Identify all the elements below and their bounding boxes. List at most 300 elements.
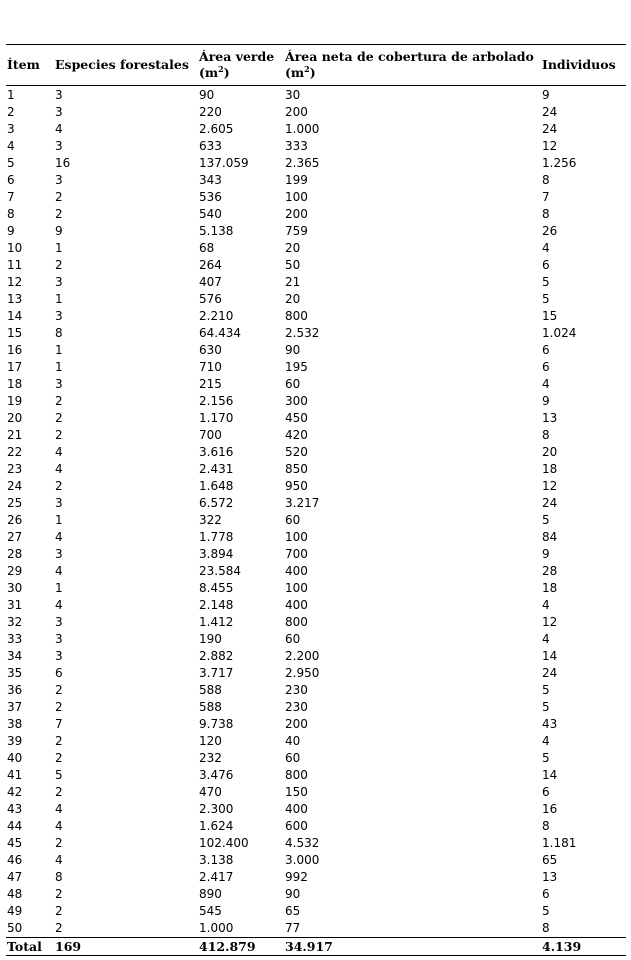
- cell-individuals: 8: [542, 173, 550, 187]
- table-body: [6, 86, 626, 938]
- cell-species: 2: [55, 190, 63, 204]
- table-row: [6, 920, 626, 938]
- cell-individuals: 6: [542, 360, 550, 374]
- cell-item: 10: [7, 241, 23, 255]
- cell-item: 36: [7, 683, 23, 697]
- cell-individuals: 4: [542, 734, 550, 748]
- cell-species: 2: [55, 887, 63, 901]
- cell-species: 3: [55, 377, 63, 391]
- table-row: [6, 155, 626, 172]
- header-species: Especies forestales: [54, 45, 198, 86]
- cell-species: 2: [55, 207, 63, 221]
- cell-item: 9: [7, 224, 15, 238]
- cell-green-area: 137.059: [199, 156, 249, 170]
- cell-species: 4: [55, 819, 63, 833]
- cell-green-area: 2.417: [199, 870, 234, 884]
- cell-green-area: 536: [199, 190, 222, 204]
- totals-label: Total: [6, 938, 54, 956]
- cell-species: 3: [55, 173, 63, 187]
- cell-item: 46: [7, 853, 23, 867]
- cell-item: 12: [7, 275, 23, 289]
- table-row: [6, 342, 626, 359]
- cell-net-area: 3.217: [285, 496, 320, 510]
- cell-individuals: 14: [542, 649, 558, 663]
- table-row: [6, 818, 626, 835]
- cell-green-area: 102.400: [199, 836, 249, 850]
- cell-individuals: 6: [542, 887, 550, 901]
- cell-green-area: 322: [199, 513, 222, 527]
- cell-green-area: 5.138: [199, 224, 234, 238]
- table-row: [6, 784, 626, 801]
- table-row: [6, 529, 626, 546]
- cell-species: 3: [55, 649, 63, 663]
- header-item: Ítem: [6, 45, 54, 86]
- cell-individuals: 13: [542, 870, 558, 884]
- table-row: [6, 274, 626, 291]
- table-row: [6, 206, 626, 223]
- cell-net-area: 50: [285, 258, 301, 272]
- cell-net-area: 21: [285, 275, 301, 289]
- cell-net-area: 800: [285, 309, 308, 323]
- cell-item: 6: [7, 173, 15, 187]
- cell-net-area: 400: [285, 598, 308, 612]
- cell-species: 2: [55, 479, 63, 493]
- cell-item: 35: [7, 666, 23, 680]
- cell-green-area: 1.624: [199, 819, 234, 833]
- cell-green-area: 3.138: [199, 853, 234, 867]
- cell-green-area: 588: [199, 700, 222, 714]
- header-net-area: Área neta de cobertura de arbolado $(m^2)$: [284, 45, 541, 86]
- table-row: [6, 852, 626, 869]
- cell-individuals: 28: [542, 564, 558, 578]
- cell-item: 33: [7, 632, 23, 646]
- table-row: [6, 597, 626, 614]
- cell-green-area: 3.717: [199, 666, 234, 680]
- cell-green-area: 545: [199, 904, 222, 918]
- cell-item: 2: [7, 105, 15, 119]
- cell-individuals: 4: [542, 377, 550, 391]
- cell-individuals: 1.024: [542, 326, 577, 340]
- cell-individuals: 6: [542, 785, 550, 799]
- cell-species: 4: [55, 802, 63, 816]
- cell-item: 18: [7, 377, 23, 391]
- cell-individuals: 9: [542, 547, 550, 561]
- cell-species: 1: [55, 513, 63, 527]
- cell-green-area: 64.434: [199, 326, 241, 340]
- cell-green-area: 2.605: [199, 122, 234, 136]
- cell-individuals: 9: [542, 394, 550, 408]
- cell-individuals: 24: [542, 496, 558, 510]
- cell-green-area: 1.170: [199, 411, 234, 425]
- cell-item: 48: [7, 887, 23, 901]
- cell-net-area: 195: [285, 360, 308, 374]
- cell-individuals: 5: [542, 683, 550, 697]
- cell-individuals: 12: [542, 139, 558, 153]
- cell-individuals: 8: [542, 921, 550, 935]
- cell-green-area: 470: [199, 785, 222, 799]
- cell-individuals: 14: [542, 768, 558, 782]
- cell-individuals: 84: [542, 530, 558, 544]
- cell-green-area: 264: [199, 258, 222, 272]
- table-row: [6, 86, 626, 105]
- cell-green-area: 1.648: [199, 479, 234, 493]
- cell-green-area: 540: [199, 207, 222, 221]
- cell-individuals: 9: [542, 88, 550, 102]
- cell-item: 40: [7, 751, 23, 765]
- cell-item: 25: [7, 496, 23, 510]
- table-row: [6, 427, 626, 444]
- table-row: [6, 614, 626, 631]
- table-row: [6, 512, 626, 529]
- cell-species: 4: [55, 530, 63, 544]
- cell-species: 2: [55, 734, 63, 748]
- table-header-row: [6, 45, 626, 86]
- cell-item: 39: [7, 734, 23, 748]
- cell-species: 16: [55, 156, 71, 170]
- cell-species: 3: [55, 309, 63, 323]
- cell-species: 2: [55, 751, 63, 765]
- cell-species: 1: [55, 581, 63, 595]
- cell-individuals: 6: [542, 258, 550, 272]
- table-row: [6, 291, 626, 308]
- cell-species: 3: [55, 139, 63, 153]
- cell-individuals: 5: [542, 751, 550, 765]
- cell-species: 2: [55, 836, 63, 850]
- cell-net-area: 992: [285, 870, 308, 884]
- cell-species: 1: [55, 343, 63, 357]
- cell-species: 3: [55, 615, 63, 629]
- cell-green-area: 407: [199, 275, 222, 289]
- table-row: [6, 903, 626, 920]
- table-row: [6, 240, 626, 257]
- cell-net-area: 800: [285, 615, 308, 629]
- cell-item: 1: [7, 88, 15, 102]
- cell-green-area: 232: [199, 751, 222, 765]
- cell-net-area: 230: [285, 683, 308, 697]
- cell-individuals: 12: [542, 479, 558, 493]
- table-row: [6, 546, 626, 563]
- cell-net-area: 300: [285, 394, 308, 408]
- table-row: [6, 767, 626, 784]
- cell-green-area: 215: [199, 377, 222, 391]
- cell-green-area: 3.616: [199, 445, 234, 459]
- cell-species: 3: [55, 496, 63, 510]
- cell-net-area: 3.000: [285, 853, 320, 867]
- header-individuals: Individuos: [541, 45, 626, 86]
- cell-species: 4: [55, 564, 63, 578]
- header-green-area: Área verde $(m^2)$: [198, 45, 284, 86]
- cell-net-area: 333: [285, 139, 308, 153]
- cell-item: 17: [7, 360, 23, 374]
- cell-species: 7: [55, 717, 63, 731]
- cell-net-area: 60: [285, 632, 301, 646]
- cell-item: 8: [7, 207, 15, 221]
- cell-green-area: 1.000: [199, 921, 234, 935]
- cell-species: 2: [55, 785, 63, 799]
- cell-net-area: 2.532: [285, 326, 320, 340]
- cell-species: 4: [55, 445, 63, 459]
- cell-species: 3: [55, 275, 63, 289]
- cell-species: 6: [55, 666, 63, 680]
- table-row: [6, 138, 626, 155]
- cell-species: 4: [55, 462, 63, 476]
- cell-individuals: 12: [542, 615, 558, 629]
- cell-item: 31: [7, 598, 23, 612]
- cell-green-area: 3.894: [199, 547, 234, 561]
- cell-item: 43: [7, 802, 23, 816]
- cell-individuals: 43: [542, 717, 558, 731]
- table-row: [6, 410, 626, 427]
- cell-green-area: 343: [199, 173, 222, 187]
- table-row: [6, 631, 626, 648]
- cell-net-area: 200: [285, 207, 308, 221]
- cell-species: 2: [55, 683, 63, 697]
- cell-item: 5: [7, 156, 15, 170]
- table-row: [6, 580, 626, 597]
- table-row: [6, 444, 626, 461]
- cell-net-area: 2.950: [285, 666, 320, 680]
- cell-green-area: 2.156: [199, 394, 234, 408]
- cell-net-area: 200: [285, 105, 308, 119]
- forest-species-table: [6, 44, 626, 956]
- cell-net-area: 2.200: [285, 649, 320, 663]
- cell-green-area: 90: [199, 88, 215, 102]
- cell-item: 4: [7, 139, 15, 153]
- cell-individuals: 1.256: [542, 156, 577, 170]
- cell-individuals: 13: [542, 411, 558, 425]
- cell-item: 26: [7, 513, 23, 527]
- cell-individuals: 26: [542, 224, 558, 238]
- table-row: [6, 750, 626, 767]
- cell-species: 1: [55, 292, 63, 306]
- cell-net-area: 600: [285, 819, 308, 833]
- table-row: [6, 733, 626, 750]
- cell-species: 8: [55, 870, 63, 884]
- table-row: [6, 801, 626, 818]
- cell-net-area: 100: [285, 190, 308, 204]
- cell-net-area: 759: [285, 224, 308, 238]
- table-row: [6, 121, 626, 138]
- cell-individuals: 6: [542, 343, 550, 357]
- cell-item: 47: [7, 870, 23, 884]
- cell-item: 3: [7, 122, 15, 136]
- totals-green-area: 412.879: [198, 938, 284, 956]
- cell-individuals: 8: [542, 819, 550, 833]
- cell-individuals: 20: [542, 445, 558, 459]
- cell-individuals: 1.181: [542, 836, 577, 850]
- table-row: [6, 359, 626, 376]
- cell-green-area: 700: [199, 428, 222, 442]
- table-row: [6, 376, 626, 393]
- cell-green-area: 710: [199, 360, 222, 374]
- table-row: [6, 478, 626, 495]
- cell-green-area: 3.476: [199, 768, 234, 782]
- cell-net-area: 20: [285, 292, 301, 306]
- cell-net-area: 950: [285, 479, 308, 493]
- cell-net-area: 77: [285, 921, 301, 935]
- cell-species: 5: [55, 768, 63, 782]
- cell-green-area: 1.412: [199, 615, 234, 629]
- totals-net-area: 34.917: [284, 938, 541, 956]
- cell-net-area: 100: [285, 581, 308, 595]
- cell-species: 1: [55, 241, 63, 255]
- table-row: [6, 835, 626, 852]
- cell-species: 3: [55, 632, 63, 646]
- cell-green-area: 2.431: [199, 462, 234, 476]
- cell-green-area: 8.455: [199, 581, 234, 595]
- cell-item: 29: [7, 564, 23, 578]
- cell-green-area: 6.572: [199, 496, 234, 510]
- cell-green-area: 630: [199, 343, 222, 357]
- table-row: [6, 495, 626, 512]
- cell-individuals: 24: [542, 105, 558, 119]
- cell-net-area: 60: [285, 513, 301, 527]
- cell-net-area: 65: [285, 904, 301, 918]
- cell-item: 42: [7, 785, 23, 799]
- cell-individuals: 5: [542, 292, 550, 306]
- table-row: [6, 325, 626, 342]
- cell-green-area: 576: [199, 292, 222, 306]
- table-row: [6, 716, 626, 733]
- cell-individuals: 4: [542, 632, 550, 646]
- cell-individuals: 7: [542, 190, 550, 204]
- cell-green-area: 2.300: [199, 802, 234, 816]
- table-row: [6, 699, 626, 716]
- cell-species: 9: [55, 224, 63, 238]
- cell-net-area: 400: [285, 564, 308, 578]
- cell-net-area: 199: [285, 173, 308, 187]
- table-row: [6, 665, 626, 682]
- cell-species: 3: [55, 105, 63, 119]
- cell-green-area: 9.738: [199, 717, 234, 731]
- cell-item: 27: [7, 530, 23, 544]
- table-row: [6, 869, 626, 886]
- cell-item: 24: [7, 479, 23, 493]
- cell-green-area: 23.584: [199, 564, 241, 578]
- cell-net-area: 1.000: [285, 122, 320, 136]
- cell-green-area: 2.210: [199, 309, 234, 323]
- cell-item: 14: [7, 309, 23, 323]
- cell-item: 30: [7, 581, 23, 595]
- cell-net-area: 230: [285, 700, 308, 714]
- table-row: [6, 648, 626, 665]
- cell-species: 8: [55, 326, 63, 340]
- cell-item: 21: [7, 428, 23, 442]
- cell-species: 2: [55, 904, 63, 918]
- cell-item: 19: [7, 394, 23, 408]
- cell-individuals: 5: [542, 700, 550, 714]
- cell-net-area: 30: [285, 88, 301, 102]
- cell-individuals: 5: [542, 275, 550, 289]
- table-row: [6, 104, 626, 121]
- cell-net-area: 100: [285, 530, 308, 544]
- cell-net-area: 4.532: [285, 836, 320, 850]
- cell-net-area: 90: [285, 343, 301, 357]
- cell-individuals: 15: [542, 309, 558, 323]
- cell-item: 22: [7, 445, 23, 459]
- cell-net-area: 800: [285, 768, 308, 782]
- cell-net-area: 450: [285, 411, 308, 425]
- cell-individuals: 16: [542, 802, 558, 816]
- cell-net-area: 200: [285, 717, 308, 731]
- cell-green-area: 890: [199, 887, 222, 901]
- cell-species: 4: [55, 598, 63, 612]
- cell-green-area: 1.778: [199, 530, 234, 544]
- cell-individuals: 8: [542, 428, 550, 442]
- cell-individuals: 4: [542, 241, 550, 255]
- cell-species: 2: [55, 258, 63, 272]
- cell-item: 41: [7, 768, 23, 782]
- table-row: [6, 223, 626, 240]
- cell-net-area: 20: [285, 241, 301, 255]
- cell-item: 49: [7, 904, 23, 918]
- cell-species: 4: [55, 853, 63, 867]
- cell-net-area: 150: [285, 785, 308, 799]
- totals-individuals: 4.139: [541, 938, 626, 956]
- cell-item: 11: [7, 258, 23, 272]
- cell-species: 3: [55, 88, 63, 102]
- cell-item: 38: [7, 717, 23, 731]
- totals-row: [6, 938, 626, 956]
- table-row: [6, 682, 626, 699]
- table-row: [6, 886, 626, 903]
- cell-item: 44: [7, 819, 23, 833]
- cell-item: 15: [7, 326, 23, 340]
- cell-green-area: 68: [199, 241, 215, 255]
- cell-net-area: 40: [285, 734, 301, 748]
- cell-item: 32: [7, 615, 23, 629]
- cell-net-area: 60: [285, 751, 301, 765]
- cell-net-area: 420: [285, 428, 308, 442]
- cell-individuals: 8: [542, 207, 550, 221]
- cell-green-area: 220: [199, 105, 222, 119]
- cell-net-area: 700: [285, 547, 308, 561]
- cell-green-area: 2.148: [199, 598, 234, 612]
- cell-net-area: 60: [285, 377, 301, 391]
- cell-species: 2: [55, 428, 63, 442]
- cell-green-area: 633: [199, 139, 222, 153]
- table-row: [6, 308, 626, 325]
- cell-individuals: 24: [542, 666, 558, 680]
- cell-individuals: 4: [542, 598, 550, 612]
- cell-net-area: 400: [285, 802, 308, 816]
- cell-item: 34: [7, 649, 23, 663]
- cell-species: 3: [55, 547, 63, 561]
- table-row: [6, 393, 626, 410]
- cell-green-area: 2.882: [199, 649, 234, 663]
- cell-item: 23: [7, 462, 23, 476]
- cell-individuals: 18: [542, 581, 558, 595]
- cell-individuals: 5: [542, 513, 550, 527]
- cell-item: 37: [7, 700, 23, 714]
- cell-green-area: 120: [199, 734, 222, 748]
- cell-individuals: 24: [542, 122, 558, 136]
- cell-item: 7: [7, 190, 15, 204]
- cell-green-area: 588: [199, 683, 222, 697]
- totals-species: 169: [54, 938, 198, 956]
- cell-individuals: 5: [542, 904, 550, 918]
- cell-item: 28: [7, 547, 23, 561]
- cell-item: 20: [7, 411, 23, 425]
- table-row: [6, 189, 626, 206]
- cell-species: 2: [55, 921, 63, 935]
- table-row: [6, 563, 626, 580]
- cell-species: 2: [55, 700, 63, 714]
- cell-item: 16: [7, 343, 23, 357]
- cell-net-area: 90: [285, 887, 301, 901]
- table-row: [6, 257, 626, 274]
- cell-species: 1: [55, 360, 63, 374]
